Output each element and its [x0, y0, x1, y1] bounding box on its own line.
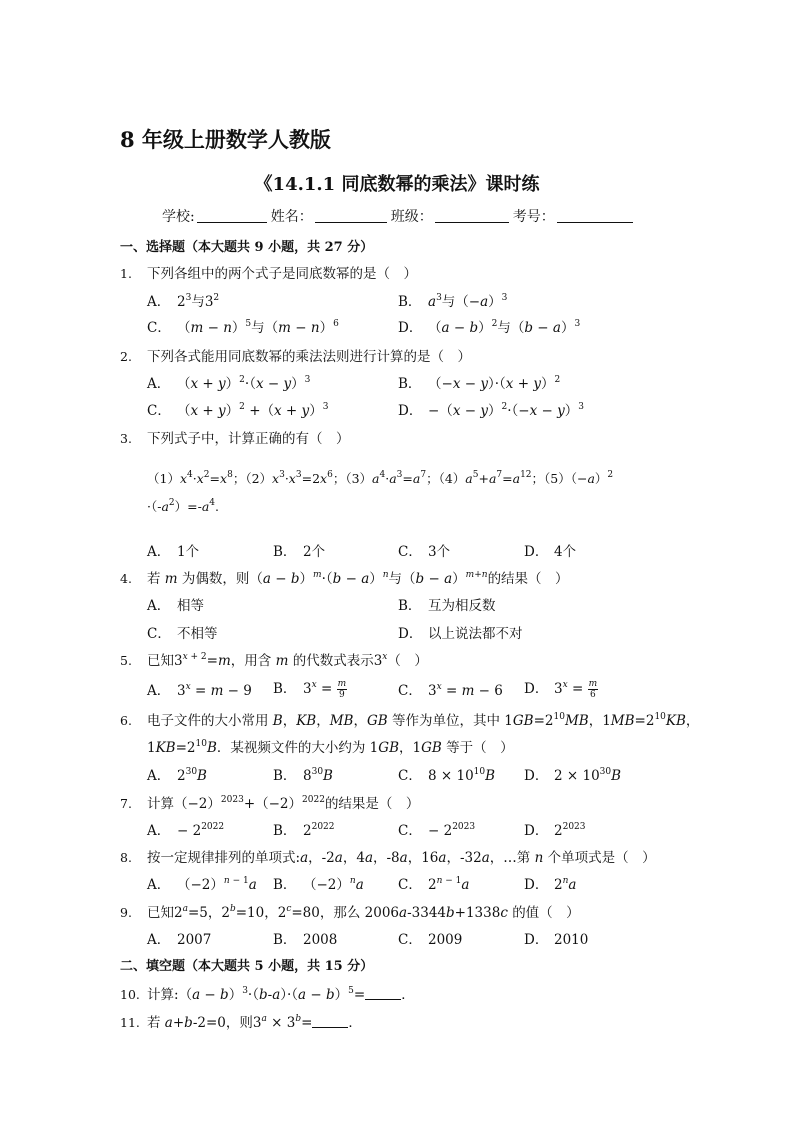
question-6-stem-line-1: 6. 电子文件的大小常用 B，KB，MB，GB 等作为单位，其中 $1GB=2^{10}MB$，$1MB=2^{10}KB$， — [120, 712, 700, 729]
number-label: 考号： — [512, 209, 555, 225]
q1-option-d: D． $(a - b)^2$与$(b - a)^3$ — [398, 319, 581, 336]
school-label: 学校: — [162, 209, 195, 225]
q4-option-c: C． 不相等 — [147, 626, 218, 642]
q9-option-c: C． 2009 — [398, 932, 463, 948]
question-number: 1. — [120, 266, 132, 281]
name-blank[interactable] — [315, 208, 387, 223]
q1-option-a: A． $2^3$与$3^2$ — [147, 293, 220, 310]
q3-expressions-line-1: $(1)x^4\cdot x^2=x^8$；$(2)x^3\cdot x^3=2x^6$；$(3)a^4\cdot a^3=a^7$；$(4)a^5+a^7=a^{12}$；$(5)(-a)^2$ — [147, 470, 614, 486]
q6-option-a: A． $2^{30}B$ — [147, 767, 207, 784]
paper-title: 《14.1.1 同底数幂的乘法》课时练 — [254, 174, 540, 195]
q5-option-d: D． $3^x$ = $\frac{m}{6}$ — [524, 679, 598, 700]
q9-option-b: B． 2008 — [273, 932, 338, 948]
question-10-stem: 10. 计算:（a − $b)^3\cdot(b-a)\cdot(a - b)^5=$ ． — [120, 986, 415, 1003]
question-9-stem: 9. 已知$2^a=5$，$2^b=10$，$2^c=80$，那么 2006a-3344b+1338c 的值（ ） — [120, 904, 580, 921]
q3-option-d: D． 4个 — [524, 544, 577, 560]
question-2-stem: 2. 下列各式能用同底数幂的乘法法则进行计算的是（ ） — [120, 349, 471, 365]
q2-option-a: A． $(x + y)^2\cdot(x - y)^3$ — [147, 375, 311, 392]
class-label: 班级： — [390, 209, 433, 225]
q9-option-d: D． 2010 — [524, 932, 589, 948]
q2-option-c: C． $(x + y)^2 +(x + y)^3$ — [147, 402, 329, 419]
question-6-stem-line-2: $1KB=2^{10}B$．某视频文件的大小约为 1GB，1GB 等于（ ） — [147, 739, 514, 756]
q2-option-d: D． $-(x - y)^2\cdot(-x - y)^3$ — [398, 402, 584, 419]
q3-option-b: B． 2个 — [273, 544, 326, 560]
q3-expressions-line-2: $\cdot(-a^2)=-a^4$. — [147, 498, 220, 514]
q4-option-b: B． 互为相反数 — [398, 598, 496, 614]
section-choice-heading: 一、选择题（本大题共 9 小题，共 27 分） — [120, 240, 374, 255]
q7-option-a: A． − $2^{2022}$ — [147, 822, 225, 839]
question-1-stem — [120, 262, 417, 282]
q2-option-b: B． $(-x - y)\cdot(x + y)^2$ — [398, 375, 561, 392]
q8-option-b: B． $(-2)^na$ — [273, 876, 364, 893]
answer-blank[interactable] — [365, 987, 401, 1000]
q1-option-c: C． $(m - n)^5$与$(m - n)^6$ — [147, 319, 339, 336]
question-11-stem: 11. 若 a+b-2=0，则$3^a \times 3^b=$ ． — [120, 1014, 362, 1031]
q4-option-d: D． 以上说法都不对 — [398, 626, 523, 642]
q3-option-a: A． 1个 — [147, 544, 200, 560]
q7-option-d: D． $2^{2023}$ — [524, 822, 586, 839]
answer-blank[interactable] — [312, 1015, 348, 1028]
q9-option-a: A． 2007 — [147, 932, 212, 948]
question-4-stem: 4. 若 m 为偶数，则$(a - b)^m\cdot(b - a)^n$与$(b - a)^{m+n}$的结果（ ） — [120, 570, 569, 587]
question-8-stem: 8. 按一定规律排列的单项式:a，-2a，4a，-8a，16a，-32a，…第 n 个单项式是（ ） — [120, 850, 656, 866]
section-fill-heading: 二、填空题（本大题共 5 小题，共 15 分） — [120, 959, 374, 974]
question-7-stem: 7. 计算$(-2)^{2023}+(-2)^{2022}$的结果是（ ） — [120, 795, 420, 812]
school-blank[interactable] — [197, 208, 267, 223]
q5-option-a: A． $3^x = m - 9$ — [147, 682, 252, 699]
q7-option-b: B． $2^{2022}$ — [273, 822, 335, 839]
q7-option-c: C． − $2^{2023}$ — [398, 822, 476, 839]
student-info-line — [162, 206, 637, 226]
question-text: 下列各组中的两个式子是同底数幂的是（ ） — [147, 266, 417, 282]
q8-option-a: A． $(-2)^{n - 1}a$ — [147, 876, 257, 893]
question-5-stem: 5. 已知$3^{x + 2}=m$，用含 m 的代数式表示3$^x$（ ） — [120, 652, 428, 669]
q3-option-c: C． 3个 — [398, 544, 451, 560]
number-blank[interactable] — [557, 208, 633, 223]
q6-option-c: C． $8 \times 10^{10}B$ — [398, 767, 496, 784]
question-3-stem: 3. 下列式子中，计算正确的有（ ） — [120, 431, 350, 447]
grade-title: 8 年级上册数学人教版 — [120, 127, 331, 152]
q6-option-d: D． $2 \times 10^{30}B$ — [524, 767, 622, 784]
q5-option-b: B． $3^x$ = $\frac{m}{9}$ — [273, 679, 347, 700]
q8-option-d: D． 2$^n$a — [524, 876, 577, 893]
q1-option-b: B． $a^3$与$(-a)^3$ — [398, 293, 508, 310]
name-label: 姓名： — [270, 209, 313, 225]
q8-option-c: C． $2^{n - 1}a$ — [398, 876, 470, 893]
q4-option-a: A． 相等 — [147, 598, 204, 614]
q6-option-b: B． $8^{30}B$ — [273, 767, 333, 784]
q5-option-c: C． $3^x = m - 6$ — [398, 682, 503, 699]
class-blank[interactable] — [435, 208, 509, 223]
